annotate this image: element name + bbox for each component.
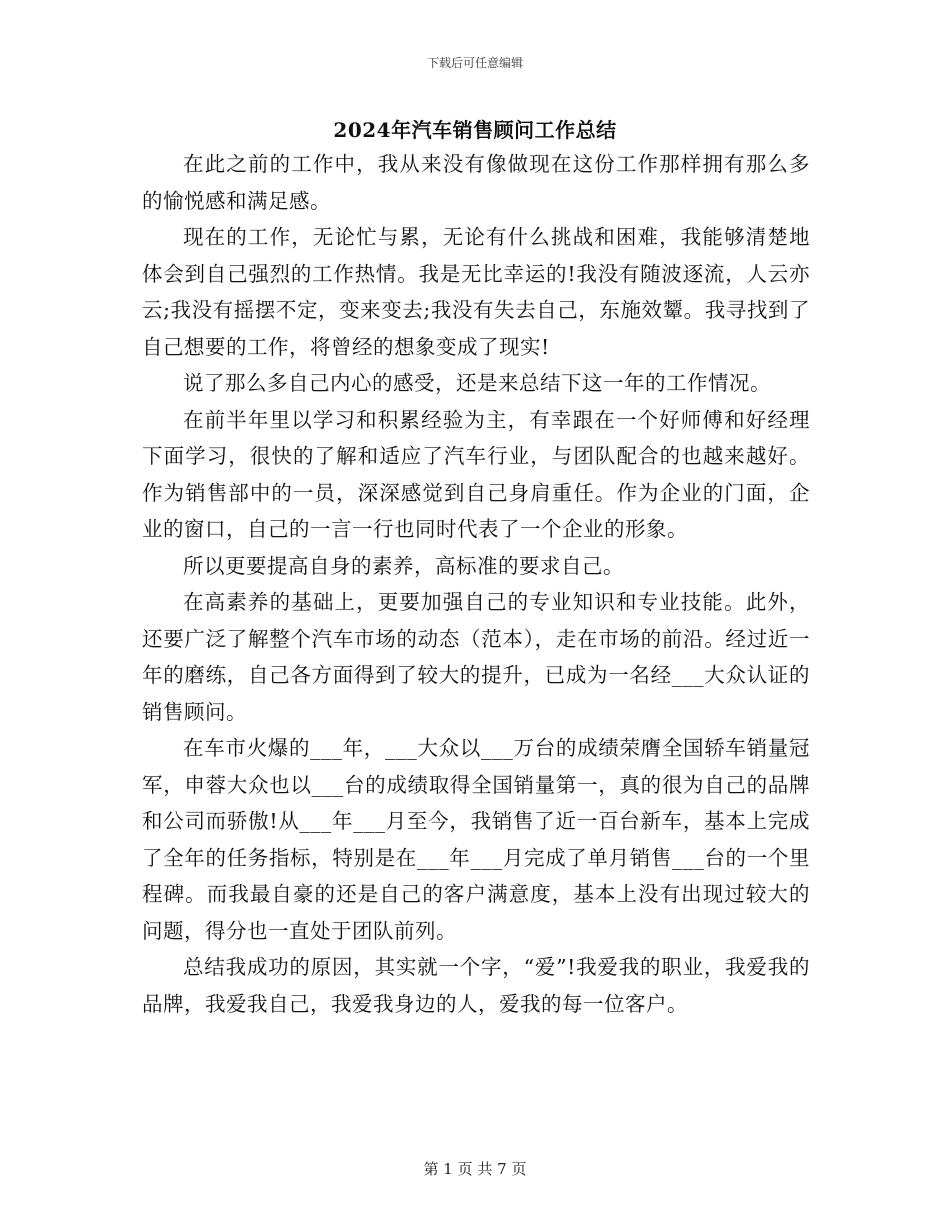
paragraph: 在车市火爆的___年，___大众以___万台的成绩荣膺全国轿车销量冠军，申蓉大众也以___台的成绩取得全国销量第一，真的很为自己的品牌和公司而骄傲!从___年___月至今，我销售了近一百台新车，基本上完成了全年的任务指标，特别是在___年___月完成了单月销售___台的一个里程碑。而我最自豪的还是自己的客户满意度，基本上没有出现过较大的问题，得分也一直处于团队前列。 xyxy=(142,736,810,943)
paragraph: 在高素养的基础上，更要加强自己的专业知识和专业技能。此外，还要广泛了解整个汽车市场的动态（范本），走在市场的前沿。经过近一年的磨练，自己各方面得到了较大的提升，已成为一名经___大众认证的销售顾问。 xyxy=(142,590,810,724)
paragraph: 总结我成功的原因，其实就一个字，“爱”!我爱我的职业，我爱我的品牌，我爱我自己，我爱我身边的人，爱我的每一位客户。 xyxy=(142,955,810,1016)
paragraph: 在前半年里以学习和积累经验为主，有幸跟在一个好师傅和好经理下面学习，很快的了解和适应了汽车行业，与团队配合的也越来越好。作为销售部中的一员，深深感觉到自己身肩重任。作为企业的门面，企业的窗口，自己的一言一行也同时代表了一个企业的形象。 xyxy=(142,407,810,541)
document-title: 2024年汽车销售顾问工作总结 xyxy=(333,118,617,142)
paragraph: 在此之前的工作中，我从来没有像做现在这份工作那样拥有那么多的愉悦感和满足感。 xyxy=(142,152,810,213)
header-note: 下载后可任意编辑 xyxy=(426,56,523,70)
paragraph: 所以更要提高自身的素养，高标准的要求自己。 xyxy=(183,553,624,578)
page-number: 第 1 页 共 7 页 xyxy=(423,1160,527,1178)
paragraph: 现在的工作，无论忙与累，无论有什么挑战和困难，我能够清楚地体会到自己强烈的工作热情。我是无比幸运的!我没有随波逐流，人云亦云;我没有摇摆不定，变来变去;我没有失去自己，东施效颦。我寻找到了自己想要的工作，将曾经的想象变成了现实! xyxy=(142,225,810,359)
paragraph: 说了那么多自己内心的感受，还是来总结下这一年的工作情况。 xyxy=(183,371,771,395)
document-body xyxy=(142,146,810,1022)
